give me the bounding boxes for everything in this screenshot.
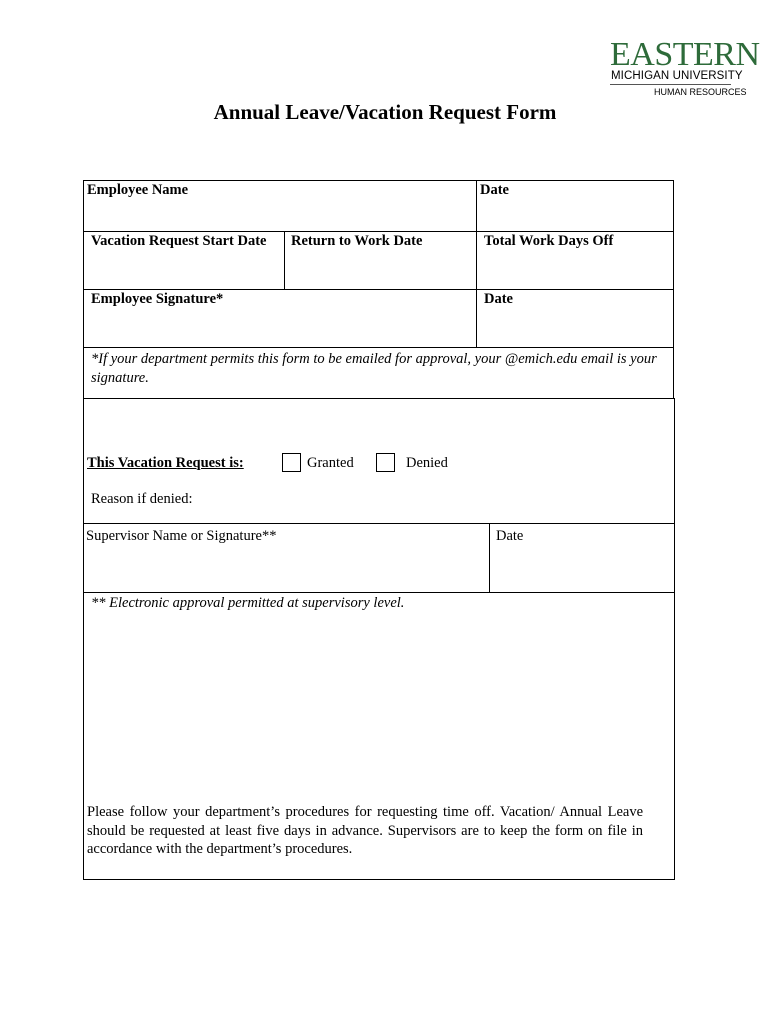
col-divider-return [284,231,285,289]
supervisor-date-field[interactable]: Date [496,528,524,544]
approval-right-border [674,398,675,880]
approval-left-border [83,398,84,880]
total-days-field[interactable]: Total Work Days Off [484,233,614,249]
row-divider-2 [83,289,674,290]
col-divider-date [476,180,477,347]
approval-label: This Vacation Request is: [87,455,244,471]
supervisor-top-border [83,523,675,524]
employee-name-field[interactable]: Employee Name [87,182,189,198]
employee-signature-field[interactable]: Employee Signature* [91,291,224,307]
logo-divider [610,84,731,85]
logo-university: MICHIGAN UNIVERSITY [611,70,743,82]
granted-label: Granted [307,455,354,471]
row-divider-1 [83,231,674,232]
denied-label: Denied [406,455,448,471]
return-date-field[interactable]: Return to Work Date [291,233,423,249]
date-field-1[interactable]: Date [480,182,509,198]
supervisor-bottom-border [83,592,675,593]
approval-bottom-border [83,879,675,880]
approval-top-border [83,398,675,399]
logo-department: HUMAN RESOURCES [654,87,747,97]
row-divider-3 [83,347,674,348]
page-title: Annual Leave/Vacation Request Form [213,100,557,124]
supervisor-col-divider [489,523,490,592]
signature-note: *If your department permits this form to be emailed for approval, your @emich.edu email is your signature. [91,351,657,386]
granted-checkbox[interactable] [282,453,301,472]
logo-eastern: EASTERN [610,36,760,73]
reason-denied-field[interactable]: Reason if denied: [91,491,193,507]
date-field-2[interactable]: Date [484,291,513,307]
supervisor-note: ** Electronic approval permitted at supervisory level. [91,595,405,611]
box-top-border [83,180,674,181]
start-date-field[interactable]: Vacation Request Start Date [91,233,267,249]
denied-checkbox[interactable] [376,453,395,472]
supervisor-signature-field[interactable]: Supervisor Name or Signature** [86,528,277,544]
policy-text: Please follow your department’s procedures for requesting time off. Vacation/ Annual Leave should be requested at least five days in advance. Supervisors are to keep the form on file in accordance with the department’s procedures. [87,804,643,857]
